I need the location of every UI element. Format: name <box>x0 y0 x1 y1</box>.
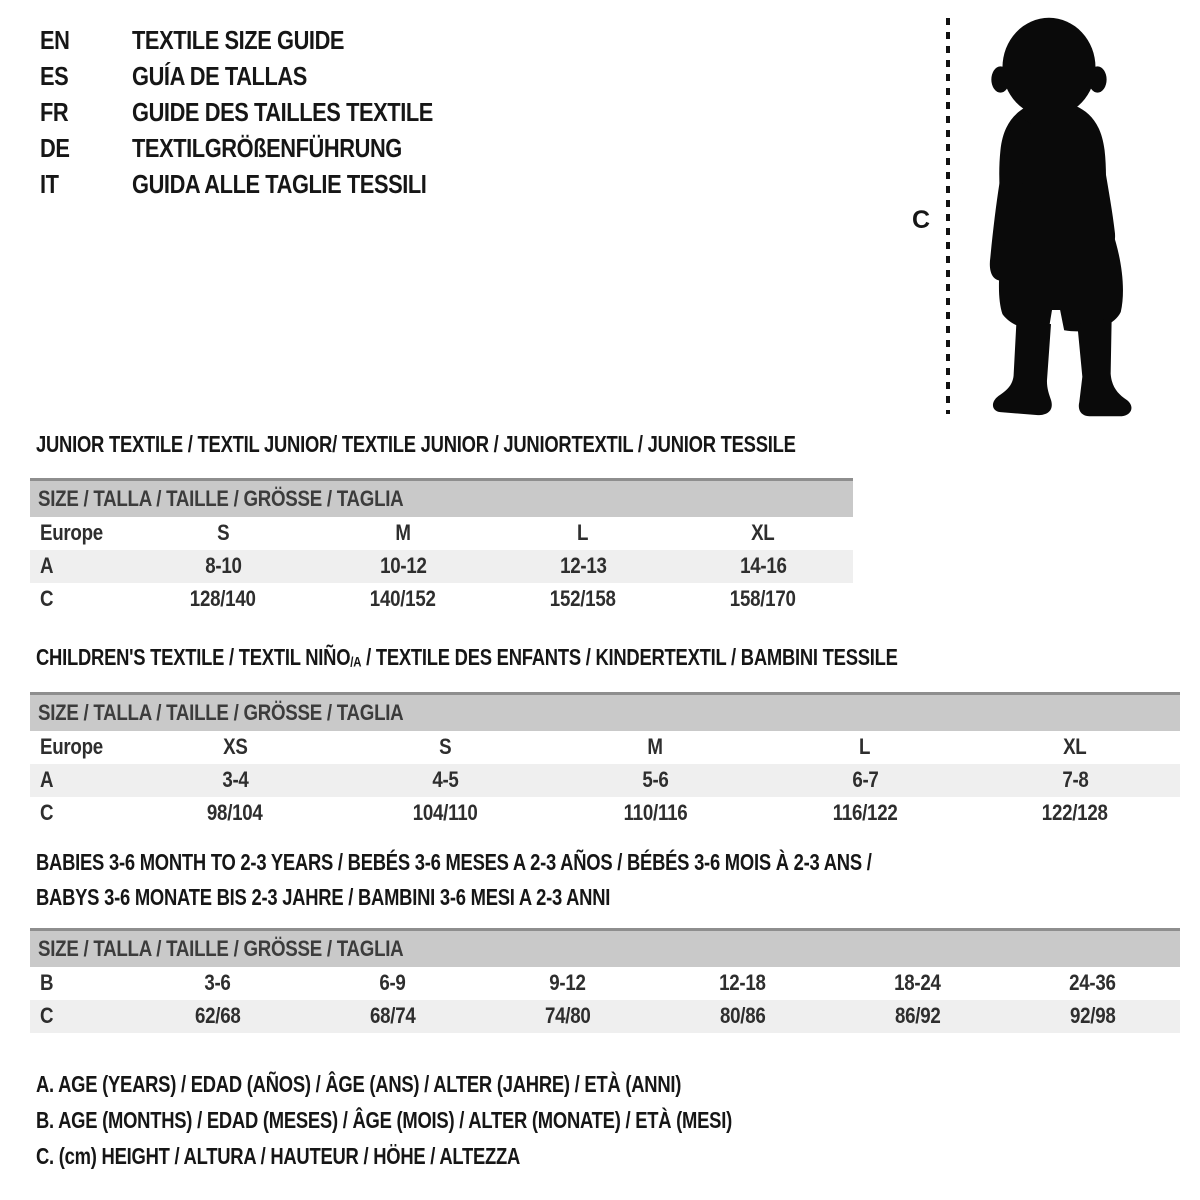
junior-size-table <box>30 478 853 616</box>
legend <box>36 1066 906 1174</box>
age-cell: 5-6 <box>550 764 760 797</box>
size-cell: XL <box>1063 734 1087 759</box>
size-cell: XS <box>222 734 248 759</box>
babies-section-title-line1: BABIES 3-6 MONTH TO 2-3 YEARS / BEBÉS 3-6 MESES A 2-3 AÑOS / BÉBÉS 3-6 MOIS À 2-3 ANS / <box>36 849 872 875</box>
legend-text-b: B. AGE (MONTHS) / EDAD (MESES) / ÂGE (MOIS) / ALTER (MONATE) / ETÀ (MESI) <box>36 1106 732 1133</box>
size-header-text: SIZE / TALLA / TAILLE / GRÖSSE / TAGLIA <box>38 935 404 961</box>
age-cell: 14-16 <box>673 550 853 583</box>
row-label: C <box>40 586 54 611</box>
language-row-es <box>40 58 490 94</box>
language-label: TEXTILE SIZE GUIDE <box>132 24 345 55</box>
row-label: C <box>40 800 54 825</box>
height-cell: 128/140 <box>190 586 256 611</box>
height-cell: 92/98 <box>1005 1000 1180 1033</box>
months-cell: 6-9 <box>379 970 406 995</box>
height-cell: 152/158 <box>550 586 616 611</box>
height-measure-dotted-line <box>946 18 950 414</box>
language-row-de <box>40 130 490 166</box>
children-title-sub: /A <box>350 654 362 671</box>
age-cell: 8-10 <box>133 550 313 583</box>
size-cell: L <box>859 734 871 759</box>
months-cell: 9-12 <box>549 970 586 995</box>
language-label: GUIDE DES TAILLES TEXTILE <box>132 96 433 127</box>
children-title-pre: CHILDREN'S TEXTILE / TEXTIL NIÑO <box>36 644 351 670</box>
row-label: C <box>30 1000 130 1033</box>
size-header-cell <box>30 694 1180 731</box>
height-cell: 158/170 <box>730 586 796 611</box>
height-cell: 62/68 <box>130 1000 305 1033</box>
language-code: IT <box>40 168 59 199</box>
babies-section-title-line2: BABYS 3-6 MONATE BIS 2-3 JAHRE / BAMBINI 3-6 MESI A 2-3 ANNI <box>36 884 611 910</box>
height-cell: 116/122 <box>832 800 898 825</box>
table-row-height <box>30 583 853 616</box>
row-label: Europe <box>40 734 103 759</box>
size-cell: L <box>577 520 589 545</box>
table-header-row <box>30 480 853 517</box>
language-row-it <box>40 166 490 202</box>
size-header-text: SIZE / TALLA / TAILLE / GRÖSSE / TAGLIA <box>38 485 404 511</box>
legend-row-c <box>36 1138 906 1174</box>
height-cell: 86/92 <box>830 1000 1005 1033</box>
table-row-age <box>30 550 853 583</box>
table-header-row <box>30 694 1180 731</box>
age-cell: 7-8 <box>970 764 1180 797</box>
table-row-months <box>30 967 1180 1000</box>
table-header-row <box>30 930 1180 967</box>
legend-row-a <box>36 1066 906 1102</box>
height-cell: 80/86 <box>655 1000 830 1033</box>
months-cell: 12-18 <box>719 970 766 995</box>
height-cell: 140/152 <box>370 586 436 611</box>
size-cell: S <box>438 734 452 759</box>
months-cell: 3-6 <box>204 970 231 995</box>
table-row-sizes <box>30 731 1180 764</box>
language-list <box>40 22 490 202</box>
language-code: EN <box>40 24 70 55</box>
size-header-cell <box>30 930 1180 967</box>
legend-text-c: C. (cm) HEIGHT / ALTURA / HAUTEUR / HÖHE / ALTEZZA <box>36 1142 521 1169</box>
height-cell: 104/110 <box>412 800 478 825</box>
months-cell: 24-36 <box>1069 970 1116 995</box>
height-cell: 74/80 <box>480 1000 655 1033</box>
size-cell: M <box>647 734 663 759</box>
legend-text-a: A. AGE (YEARS) / EDAD (AÑOS) / ÂGE (ANS) / ALTER (JAHRE) / ETÀ (ANNI) <box>36 1070 682 1097</box>
size-cell: S <box>216 520 230 545</box>
language-label: GUIDA ALLE TAGLIE TESSILI <box>132 168 427 199</box>
row-label: Europe <box>40 520 103 545</box>
language-row-fr <box>40 94 490 130</box>
row-label: A <box>30 550 133 583</box>
age-cell: 4-5 <box>340 764 550 797</box>
table-row-height <box>30 797 1180 830</box>
age-cell: 3-4 <box>130 764 340 797</box>
language-label: TEXTILGRÖßENFÜHRUNG <box>132 132 402 163</box>
language-code: FR <box>40 96 69 127</box>
height-cell: 68/74 <box>305 1000 480 1033</box>
age-cell: 10-12 <box>313 550 493 583</box>
children-title-post: / TEXTILE DES ENFANTS / KINDERTEXTIL / BAMBINI TESSILE <box>361 644 898 670</box>
table-row-age <box>30 764 1180 797</box>
age-cell: 12-13 <box>493 550 673 583</box>
children-size-table <box>30 692 1180 830</box>
age-cell: 6-7 <box>760 764 970 797</box>
legend-row-b <box>36 1102 906 1138</box>
height-cell: 98/104 <box>207 800 263 825</box>
months-cell: 18-24 <box>894 970 941 995</box>
height-cell: 122/128 <box>1042 800 1108 825</box>
table-row-sizes <box>30 517 853 550</box>
height-cell: 110/116 <box>623 800 687 825</box>
language-row-en <box>40 22 490 58</box>
toddler-silhouette-icon <box>960 14 1142 420</box>
language-code: DE <box>40 132 70 163</box>
size-header-cell <box>30 480 853 517</box>
language-code: ES <box>40 60 69 91</box>
table-row-height <box>30 1000 1180 1033</box>
row-label: B <box>40 970 54 995</box>
size-cell: M <box>395 520 411 545</box>
size-cell: XL <box>751 520 775 545</box>
language-label: GUÍA DE TALLAS <box>132 60 307 91</box>
babies-size-table <box>30 928 1180 1033</box>
height-measure-label: C <box>912 206 931 234</box>
children-section-title <box>36 644 898 671</box>
row-label: A <box>30 764 130 797</box>
junior-section-title: JUNIOR TEXTILE / TEXTIL JUNIOR/ TEXTILE JUNIOR / JUNIORTEXTIL / JUNIOR TESSILE <box>36 431 796 457</box>
size-header-text: SIZE / TALLA / TAILLE / GRÖSSE / TAGLIA <box>38 699 404 725</box>
